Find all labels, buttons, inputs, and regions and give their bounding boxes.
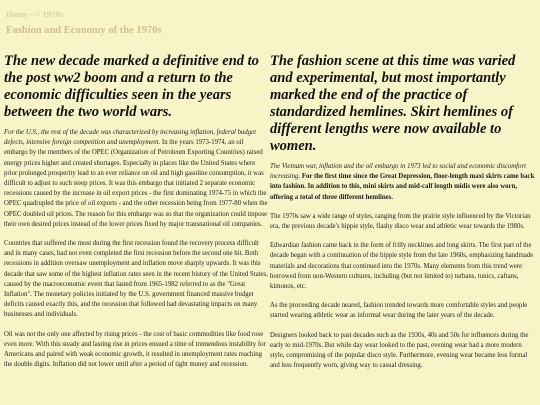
fashion-paragraph-1 [270,162,536,203]
economy-intro: For the U.S., the rest of the decade was characterized by increasing inflation, federal budget defects, intensive foreign competition and unemployment. [4,129,257,147]
economy-paragraph-1 [4,128,268,230]
economy-paragraph-2: Countries that suffered the most during the first recession found the recovery process difficult and in many cases, had not even completed the first recession before the second one hit. Both recessions in addition oversaw unemployment and inflation move sharply upwards. It was this decade that saw some of the highest inflation rates seen in the recent history of the United States, caused by the macroeconomic event that lasted from 1965-1982 referred to as the "Great Inflation". The monetary policies initiated by the U.S. government financed massive budget deficits caused exactly this, and the recession that followed had devastating impacts on many businesses and individuals. [4,240,268,319]
economy-headline: The new decade marked a definitive end to the post ww2 boom and a return to the economic difficulties seen in the years between the two world wars. [4,53,259,120]
economy-paragraph-1-body: In the years 1973-1974, an oil embargo by the members of the OPEC (Organization of Petroleum Exporting Countries) raised energy prices higher and created shortages. Especially in places like the United States where prior prolonged prosperity lead to an ever reliance on oil and high gasoline consumption, it was difficult to adjust to such steep prices. It was this embargo that initiated 2 separate economic recessions caused by the increase in oil export prices - the first dominating 1974-75 in which the OPEC quadrupled the price of oil exports - and the other recession being from 1977-80 when the OPEC doubled oil prices. The reason for this embargo was so that the organization could impose their own desired prices instead of the lower prices fixed by major transnational oil companies. [4,139,268,228]
fashion-column [270,53,536,371]
fashion-paragraph-5: Designers looked back to past decades such as the 1930s, 40s and 50s for influences during the early to mid-1970s. But while day wear looked to the past, evening wear had a more modern style, compromising of the popular disco style. Furthermore, evening wear became less formal and less frequently worn, giving way to casual dressing. [270,331,529,370]
fashion-intro: The Vietnam war, inflation and the oil embargo in 1973 led to social and economic discomfort increasing. [270,163,526,181]
fashion-paragraph-3: Edwardian fashion came back in the form of frilly necklines and long skirts. The first part of the decade began with a continuation of the hippie style from the late 1960s, emphasizing handmade materials and decorations that continued into the 1970s. Many elements from this trend were borrowed from non-Western cultures, including (but not limited to) turbans, tunics, caftans, kimonos, etc. [270,242,534,291]
fashion-paragraph-1-bold: For the first time since the Great Depression, floor-length maxi skirts came back into fashion. In addition to this, mini skirts and mid-calf length midis were also worn, offering a total of three different hemlines. [270,173,535,201]
section-title: Fashion and Economy of the 1970s [6,25,162,36]
breadcrumb[interactable]: Home --> 1970s [6,9,63,19]
economy-paragraph-3: Oil was not the only one affected by rising prices - the cost of basic commodities like food rose even more. With this steady and lasting rise in prices ensued a time of tremendous instability for Americans and paired with weak economic growth, it resulted in unemployment rates reaching the double digits. Inflation did not lower until after a period of tight money and recession. [4,330,266,369]
fashion-paragraph-2: The 1970s saw a wide range of styles, ranging from the prairie style influenced by the Victorian era, the previous decade's hippie style, flashy disco wear and athletic wear towards the 1980s. [270,212,531,231]
fashion-paragraph-4: As the proceeding decade neared, fashion trended towards more comfortable styles and people started wearing athletic wear as informal wear during the later years of the decade. [270,302,528,320]
economy-column [4,53,268,370]
fashion-headline: The fashion scene at this time was varied and experimental, but most importantly marked the end of the practice of standardized hemlines. Skirt hemlines of different lengths were now available to women. [270,53,516,154]
